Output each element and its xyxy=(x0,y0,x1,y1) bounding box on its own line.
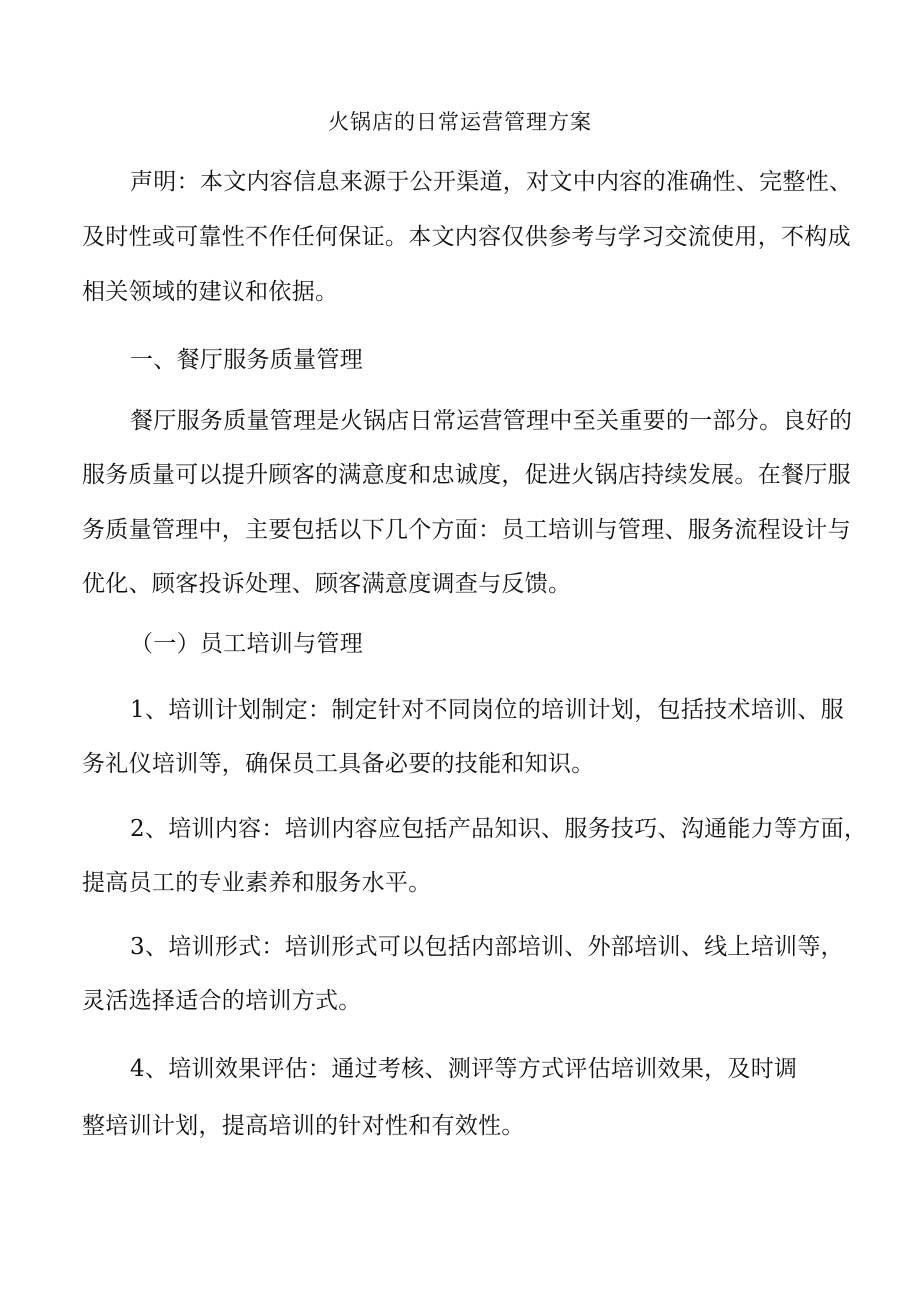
subsection-heading: （一）员工培训与管理 xyxy=(130,631,363,657)
paragraph-line: 优化、顾客投诉处理、顾客满意度调查与反馈。 xyxy=(82,571,572,597)
list-item-line: 整培训计划，提高培训的针对性和有效性。 xyxy=(82,1113,525,1139)
paragraph-line: 务质量管理中，主要包括以下几个方面：员工培训与管理、服务流程设计与 xyxy=(82,517,851,543)
list-item-line: 提高员工的专业素养和服务水平。 xyxy=(82,870,432,896)
document-title: 火锅店的日常运营管理方案 xyxy=(328,110,592,134)
disclaimer-line: 相关领域的建议和依据。 xyxy=(82,279,339,305)
list-item-line: 2、培训内容：培训内容应包括产品知识、服务技巧、沟通能力等方面， xyxy=(130,816,868,842)
disclaimer-line: 声明：本文内容信息来源于公开渠道，对文中内容的准确性、完整性、 xyxy=(130,169,853,195)
paragraph-line: 服务质量可以提升顾客的满意度和忠诚度，促进火锅店持续发展。在餐厅服 xyxy=(82,462,851,488)
section-heading: 一、餐厅服务质量管理 xyxy=(130,347,363,373)
list-item-line: 4、培训效果评估：通过考核、测评等方式评估培训效果，及时调 xyxy=(130,1056,798,1082)
list-item-line: 灵活选择适合的培训方式。 xyxy=(82,988,362,1014)
disclaimer-line: 及时性或可靠性不作任何保证。本文内容仅供参考与学习交流使用，不构成 xyxy=(82,224,851,250)
list-item-line: 3、培训形式：培训形式可以包括内部培训、外部培训、线上培训等， xyxy=(130,934,844,960)
paragraph-line: 餐厅服务质量管理是火锅店日常运营管理中至关重要的一部分。良好的 xyxy=(130,408,853,434)
list-item-line: 1、培训计划制定：制定针对不同岗位的培训计划，包括技术培训、服 xyxy=(130,697,844,723)
list-item-line: 务礼仪培训等，确保员工具备必要的技能和知识。 xyxy=(82,751,595,777)
